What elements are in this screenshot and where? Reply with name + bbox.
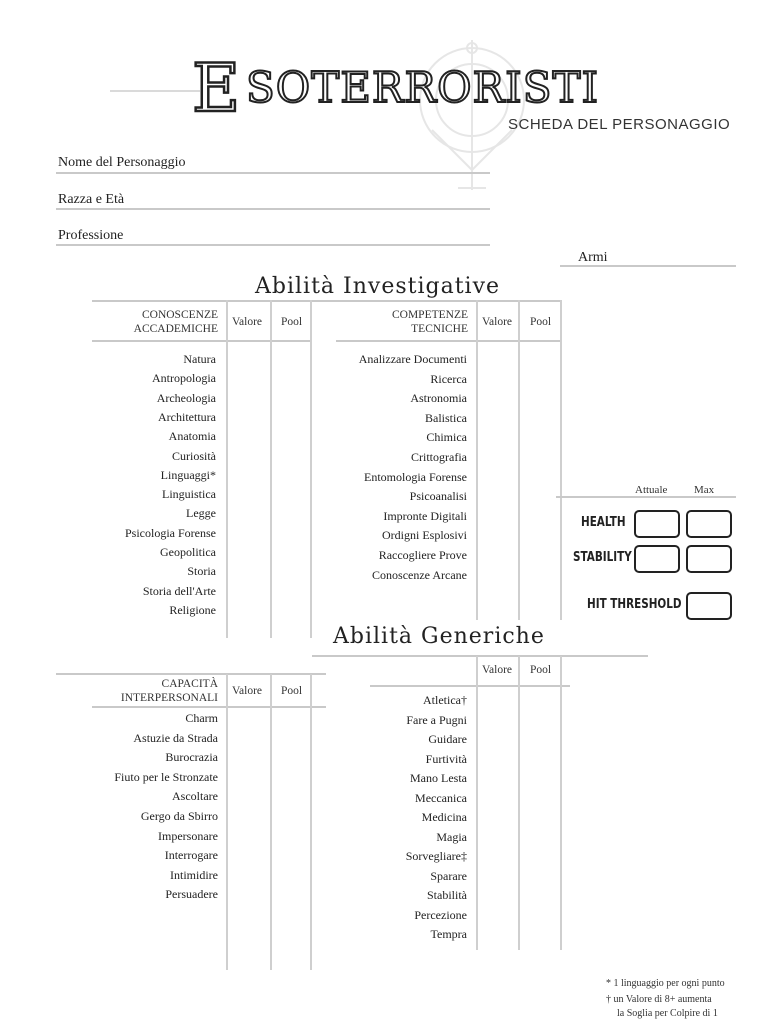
academic-skill: Curiosità xyxy=(172,448,216,463)
technical-divider-1 xyxy=(476,300,478,620)
academic-header-line1: CONOSCENZE xyxy=(141,309,218,321)
generic-divider-3 xyxy=(560,656,562,950)
footnote-languages: * 1 linguaggio per ogni punto xyxy=(606,978,725,989)
generic-skill: Tempra xyxy=(430,927,467,941)
generic-header-rule xyxy=(370,685,570,687)
academic-pool-header: Pool xyxy=(281,316,303,328)
generic-skill: Guidare xyxy=(428,732,467,746)
stats-max-header: Max xyxy=(694,484,715,496)
technical-skill: Crittografia xyxy=(411,450,467,464)
academic-skill: Natura xyxy=(183,352,216,366)
interpersonal-skill: Astuzie da Strada xyxy=(133,730,218,745)
academic-skill: Anatomia xyxy=(168,429,216,444)
generic-pool-header: Pool xyxy=(530,664,552,676)
academic-skill: Architettura xyxy=(158,409,216,424)
technical-valore-header: Valore xyxy=(482,316,513,328)
interpersonal-skill: Fiuto per le Stronzate xyxy=(114,769,218,784)
generic-skill: Stabilità xyxy=(427,888,467,902)
generic-skill: Sparare xyxy=(430,868,467,883)
generic-skill: Medicina xyxy=(421,810,467,824)
hit-threshold-label: HIT THRESHOLD xyxy=(587,597,682,612)
academic-divider-3 xyxy=(310,300,312,638)
technical-header-line2: TECNICHE xyxy=(411,323,468,335)
generic-divider-1 xyxy=(476,656,478,950)
technical-skill: Conoscenze Arcane xyxy=(372,567,467,582)
technical-skill: Impronte Digitali xyxy=(383,508,467,523)
technical-divider-3 xyxy=(560,300,562,620)
technical-skill: Astronomia xyxy=(410,391,467,406)
character-name-field[interactable] xyxy=(56,172,490,174)
interpersonal-skill: Impersonare xyxy=(158,828,218,843)
generic-skill: Magia xyxy=(436,829,467,844)
interpersonal-skill: Ascoltare xyxy=(172,789,218,804)
academic-skill: Religione xyxy=(169,602,216,617)
generic-skill: Atletica† xyxy=(423,693,467,707)
interpersonal-header-line1: CAPACITÀ xyxy=(161,678,218,690)
academic-skill: Psicologia Forense xyxy=(125,525,216,540)
investigative-title: Abilità Investigative xyxy=(255,274,501,299)
academic-skill: Linguistica xyxy=(162,487,216,502)
investigative-rule xyxy=(92,300,562,302)
technical-skill: Raccogliere Prove xyxy=(378,548,467,562)
technical-skill: Analizzare Documenti xyxy=(358,352,467,366)
character-name-label: Nome del Personaggio xyxy=(58,155,186,170)
generic-skill: Furtività xyxy=(425,751,467,766)
academic-divider-1 xyxy=(226,300,228,638)
technical-skill: Entomologia Forense xyxy=(364,469,467,484)
interpersonal-header-rule xyxy=(92,706,326,708)
technical-skill: Ordigni Esplosivi xyxy=(381,528,467,543)
academic-skill: Antropologia xyxy=(152,371,216,386)
hit-threshold-box[interactable] xyxy=(686,592,732,620)
generic-valore-header: Valore xyxy=(482,664,513,676)
weapons-label: Armi xyxy=(578,250,608,265)
profession-label: Professione xyxy=(58,228,124,243)
generic-skill: Sorvegliare‡ xyxy=(405,849,467,863)
stability-current-box[interactable] xyxy=(634,545,680,573)
academic-skill: Geopolitica xyxy=(160,545,216,559)
technical-header-rule xyxy=(336,340,562,342)
technical-skill: Psicoanalisi xyxy=(409,489,467,504)
stability-max-box[interactable] xyxy=(686,545,732,573)
sheet-subtitle: SCHEDA DEL PERSONAGGIO xyxy=(508,116,731,133)
academic-skill: Storia dell'Arte xyxy=(142,583,216,598)
interpersonal-pool-header: Pool xyxy=(281,685,303,697)
interpersonal-header-line2: INTERPERSONALI xyxy=(120,692,218,704)
generic-title: Abilità Generiche xyxy=(333,624,545,649)
academic-header-line2: ACCADEMICHE xyxy=(133,323,218,335)
generic-skill: Mano Lesta xyxy=(410,771,467,785)
weapons-field[interactable] xyxy=(560,265,736,267)
health-current-box[interactable] xyxy=(634,510,680,538)
academic-skill: Linguaggi* xyxy=(160,467,216,482)
technical-skill: Ricerca xyxy=(430,371,467,386)
interpersonal-skill: Intimidire xyxy=(170,867,218,882)
title-initial: E xyxy=(192,50,241,127)
technical-skill: Balistica xyxy=(425,410,467,425)
footnote-athletics-2: la Soglia per Colpire di 1 xyxy=(617,1008,718,1019)
interpersonal-header xyxy=(100,677,218,705)
stats-current-header: Attuale xyxy=(635,484,668,496)
academic-header xyxy=(100,308,218,336)
academic-skill: Legge xyxy=(186,506,216,521)
interpersonal-skill: Charm xyxy=(185,711,218,725)
interpersonal-skill: Burocrazia xyxy=(165,750,218,765)
academic-header-rule xyxy=(92,340,312,342)
technical-pool-header: Pool xyxy=(530,316,552,328)
academic-skill: Storia xyxy=(187,564,216,579)
academic-skill: Archeologia xyxy=(156,390,216,405)
stats-rule xyxy=(556,496,736,498)
generic-skill: Percezione xyxy=(414,907,467,922)
header-rule-left xyxy=(110,90,200,92)
title-rest: SOTERRORISTI xyxy=(246,63,600,112)
interpersonal-skill: Persuadere xyxy=(165,887,218,902)
technical-skill: Chimica xyxy=(426,430,467,445)
interpersonal-top-rule xyxy=(56,673,326,675)
generic-skill: Meccanica xyxy=(415,790,467,805)
stability-label: STABILITY xyxy=(573,550,632,565)
health-max-box[interactable] xyxy=(686,510,732,538)
interpersonal-divider-3 xyxy=(310,674,312,970)
race-age-label: Razza e Età xyxy=(58,192,125,207)
generic-rule xyxy=(312,655,648,657)
interpersonal-valore-header: Valore xyxy=(232,685,263,697)
technical-divider-2 xyxy=(518,300,520,620)
health-label: HEALTH xyxy=(581,515,626,530)
race-age-field[interactable] xyxy=(56,208,490,210)
interpersonal-skill: Interrogare xyxy=(164,848,218,863)
technical-header xyxy=(340,308,468,336)
technical-header-line1: COMPETENZE xyxy=(391,309,468,321)
generic-skill: Fare a Pugni xyxy=(406,712,467,727)
profession-field[interactable] xyxy=(56,244,490,246)
interpersonal-divider-1 xyxy=(226,674,228,970)
interpersonal-divider-2 xyxy=(270,674,272,970)
footnote-athletics-1: † un Valore di 8+ aumenta xyxy=(606,994,712,1005)
academic-valore-header: Valore xyxy=(232,316,263,328)
interpersonal-skill: Gergo da Sbirro xyxy=(140,809,218,823)
generic-divider-2 xyxy=(518,656,520,950)
academic-divider-2 xyxy=(270,300,272,638)
